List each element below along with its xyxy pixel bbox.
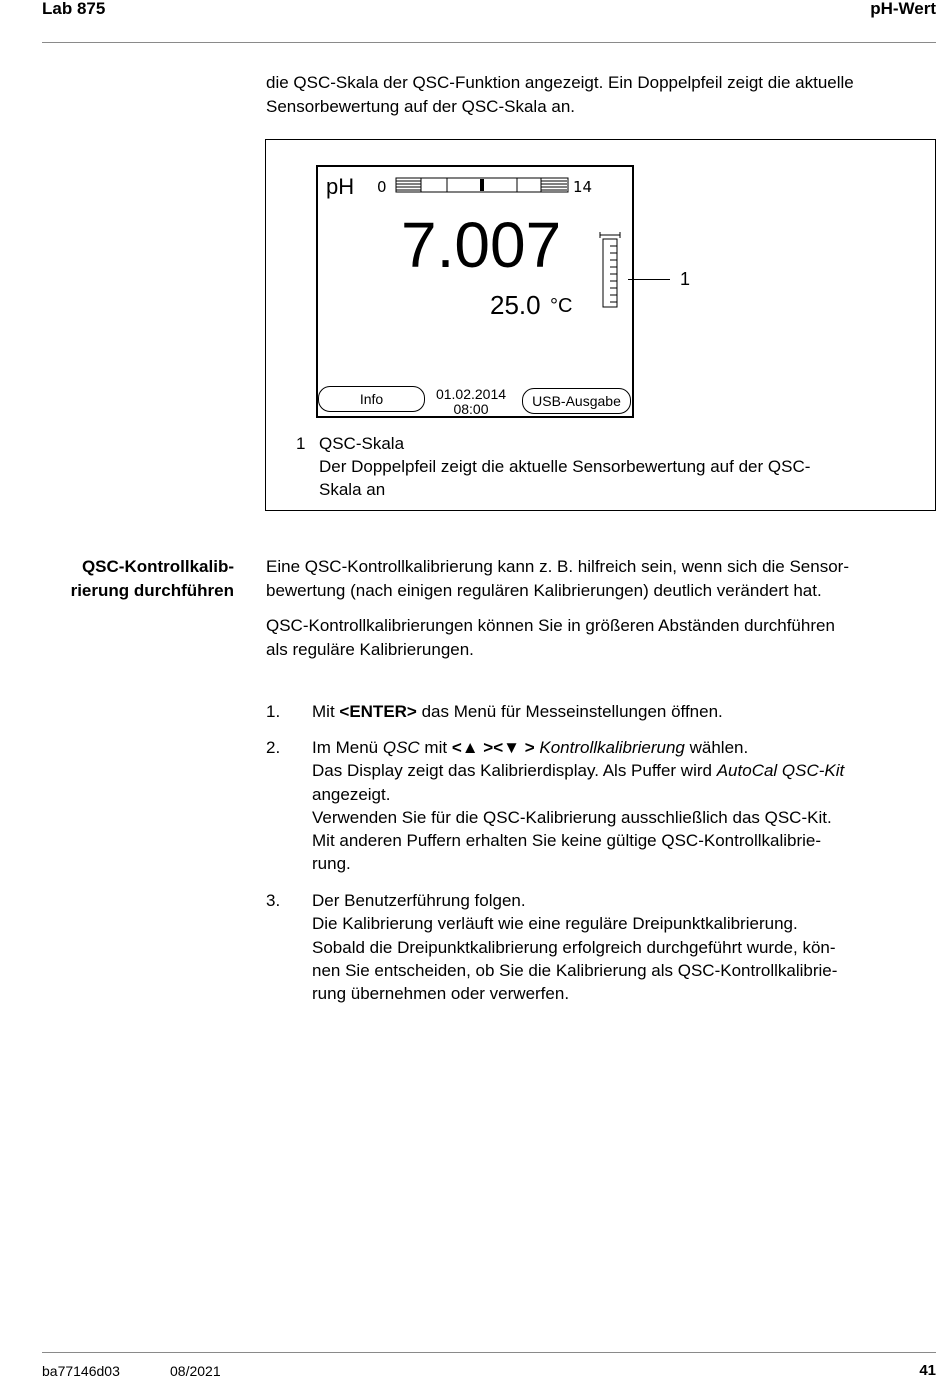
step-1-text — [312, 700, 932, 723]
step-3-line-4: nen Sie entscheiden, ob Sie die Kalibrierung als QSC-Kontrollkalibrie- — [312, 960, 838, 980]
header-left: Lab 875 — [42, 0, 106, 18]
temperature-value: 25.0 — [490, 290, 541, 320]
header-rule — [42, 42, 936, 43]
legend-text — [319, 432, 919, 501]
buffer-autocal: AutoCal QSC-Kit — [716, 761, 845, 781]
step-1-pre: Mit — [312, 702, 340, 721]
section-p2-line-1: QSC-Kontrollkalibrierungen können Sie in größeren Abständen durchführen — [266, 616, 835, 635]
step-2-line-6: rung. — [312, 854, 351, 874]
section-p1-line-2: bewertung (nach einigen regulären Kalibrierungen) deutlich verändert hat. — [266, 580, 822, 600]
scale-hatch-right — [541, 181, 567, 190]
footer-date: 08/2021 — [170, 1363, 221, 1379]
date-label: 01.02.2014 — [435, 386, 507, 402]
step-2-d: wählen. — [684, 738, 749, 757]
scale-marker — [480, 179, 484, 191]
page-number: 41 — [919, 1362, 936, 1379]
info-softkey[interactable]: Info — [318, 386, 425, 412]
section-label-1: QSC-Kontrollkalib- — [81, 557, 234, 576]
step-2-b: mit — [419, 738, 452, 757]
menu-item-kontrollkalibrierung: Kontrollkalibrierung — [539, 738, 685, 757]
step-3-number: 3. — [266, 891, 281, 910]
step-2-line-4: Verwenden Sie für die QSC-Kalibrierung ausschließlich das QSC-Kit. — [312, 807, 832, 827]
legend-desc-1: Der Doppelpfeil zeigt die aktuelle Sensorbewertung auf der QSC- — [319, 457, 811, 476]
temperature-unit: °C — [550, 295, 573, 317]
scale-hatch-left — [396, 181, 421, 190]
time-label: 08:00 — [453, 401, 489, 417]
section-label-2: rierung durchführen — [70, 580, 234, 600]
step-2-l2a: Das Display zeigt das Kalibrierdisplay. Als Puffer wird — [312, 761, 717, 781]
legend-title: QSC-Skala — [319, 434, 405, 453]
intro-line-2: Sensorbewertung auf der QSC-Skala an. — [266, 96, 576, 116]
step-3-text — [312, 889, 932, 1005]
device-screen — [316, 165, 634, 418]
step-2-line-2 — [312, 759, 932, 782]
legend-number: 1 — [296, 434, 306, 453]
section-p2-line-2: als reguläre Kalibrierungen. — [266, 639, 474, 659]
section-label — [40, 555, 234, 602]
scale-min-label: 0 — [377, 178, 387, 196]
step-3-line-3: Sobald die Dreipunktkalibrierung erfolgreich durchgeführt wurde, kön- — [312, 937, 836, 957]
step-3-line-5: rung übernehmen oder verwerfen. — [312, 984, 570, 1004]
date-time — [432, 387, 510, 417]
step-1-post: das Menü für Messeinstellungen öffnen. — [416, 702, 723, 721]
callout-line — [628, 279, 670, 280]
section-paragraph-1 — [266, 555, 936, 602]
footer-doc-id: ba77146d03 — [42, 1363, 120, 1379]
step-2-text — [312, 736, 932, 876]
step-2-line-3: angezeigt. — [312, 784, 391, 804]
qsc-vertical-bar — [598, 232, 624, 310]
callout-number: 1 — [680, 269, 691, 289]
qsc-scale — [395, 176, 569, 194]
usb-output-softkey[interactable]: USB-Ausgabe — [522, 388, 631, 414]
footer-rule — [42, 1352, 936, 1353]
step-2-line-5: Mit anderen Puffern erhalten Sie keine gültige QSC-Kontrollkalibrie- — [312, 831, 822, 851]
intro-line-1: die QSC-Skala der QSC-Funktion angezeigt. Ein Doppelpfeil zeigt die aktuelle — [266, 73, 854, 92]
step-1-number: 1. — [266, 702, 281, 721]
section-p1-line-1: Eine QSC-Kontrollkalibrierung kann z. B. hilfreich sein, wenn sich die Sensor- — [266, 557, 849, 576]
step-2-a: Im Menü — [312, 738, 383, 757]
enter-key: <ENTER> — [339, 702, 417, 721]
arrow-keys: <▲ ><▼ > — [451, 738, 535, 757]
intro-paragraph — [266, 71, 936, 118]
step-3-line-1: Der Benutzerführung folgen. — [312, 891, 526, 910]
quantity-label: pH — [326, 174, 355, 199]
legend-desc-2: Skala an — [319, 480, 386, 499]
menu-qsc: QSC — [382, 738, 420, 757]
section-paragraph-2 — [266, 614, 936, 661]
scale-max-label: 14 — [573, 178, 593, 196]
step-3-line-2: Die Kalibrierung verläuft wie eine reguläre Dreipunktkalibrierung. — [312, 914, 798, 934]
step-2-line-1 — [312, 736, 932, 759]
header-right: pH-Wert — [870, 0, 936, 18]
ph-reading: 7.007 — [401, 209, 562, 281]
step-2-number: 2. — [266, 738, 281, 757]
